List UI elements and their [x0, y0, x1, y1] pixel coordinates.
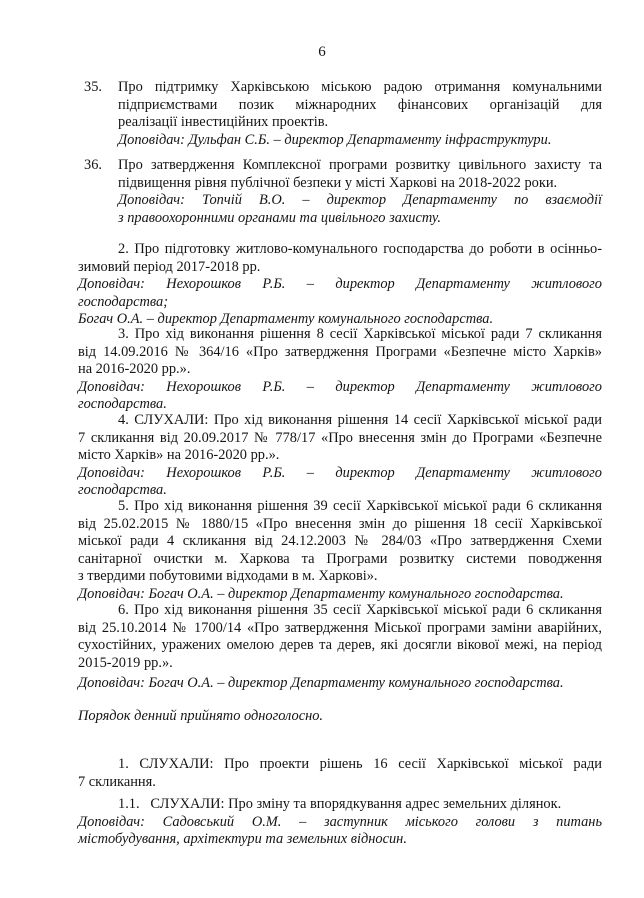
speaker-line: Богач О.А. – директор Департаменту комунального господарства. [78, 311, 494, 327]
speaker-line: господарства. [78, 396, 167, 412]
agenda-paragraph-5 [78, 498, 602, 603]
item-number: 35. [84, 79, 102, 95]
speaker-line: Доповідач: Садовський О.М. – заступник міського голови з питань [78, 813, 602, 830]
item-text-line: підприємствами позик міжнародних фінансових організацій для [118, 96, 602, 113]
item-text-line: підвищення рівня публічної безпеки у місті Харкові на 2018-2022 роки. [118, 174, 558, 191]
agenda-paragraph-3 [78, 326, 602, 414]
speaker-line: Доповідач: Нехорошков Р.Б. – директор Департаменту житлового [78, 276, 602, 292]
paragraph-line: зимовий період 2017-2018 рр. [78, 258, 261, 275]
paragraph-line: 3. Про хід виконання рішення 8 сесії Харківської міської ради 7 скликання [118, 326, 602, 342]
item-number: 36. [84, 157, 102, 173]
paragraph-line: 1. СЛУХАЛИ: Про проекти рішень 16 сесії Харківської міської ради [118, 756, 602, 772]
item-text-line: Про підтримку Харківською міською радою отримання комунальними [118, 79, 602, 95]
paragraph-line: 7 скликання. [78, 773, 156, 790]
agenda-item-35 [78, 79, 602, 149]
paragraph-line: 2015-2019 рр.». [78, 654, 173, 671]
speaker-line: господарства; [78, 293, 168, 310]
heard-item-1 [78, 756, 602, 791]
speaker-line: Доповідач: Богач О.А. – директор Департаменту комунального господарства. [78, 675, 564, 691]
agenda-paragraph-6 [78, 602, 602, 693]
paragraph-line: від 25.02.2015 № 1880/15 «Про внесення змін до рішення 18 сесії Харківської [78, 515, 602, 532]
paragraph-line: на 2016-2020 рр.». [78, 361, 191, 377]
speaker-line: Доповідач: Нехорошков Р.Б. – директор Департаменту житлового [78, 378, 602, 395]
speaker-line: Доповідач: Дульфан С.Б. – директор Департаменту інфраструктури. [118, 131, 552, 148]
paragraph-line: 1.1. СЛУХАЛИ: Про зміну та впорядкування адрес земельних ділянок. [118, 796, 562, 812]
speaker-line: Доповідач: Богач О.А. – директор Департаменту комунального господарства. [78, 585, 564, 602]
paragraph-line: санітарної очистки м. Харкова та Програми розвитку системи поводження [78, 550, 602, 567]
page-number: 6 [318, 44, 326, 60]
agenda-adopted-note: Порядок денний прийнято одноголосно. [78, 708, 324, 724]
speaker-line: Доповідач: Топчій В.О. – директор Департаменту по взаємодії [118, 192, 602, 208]
paragraph-line: з твердими побутовими відходами в м. Харкові». [78, 568, 378, 584]
agenda-paragraph-4 [78, 412, 602, 500]
paragraph-line: від 14.09.2016 № 364/16 «Про затвердження Програми «Безпечне місто Харків» [78, 343, 602, 360]
paragraph-line: 5. Про хід виконання рішення 39 сесії Харківської міської ради 6 скликання [118, 498, 602, 514]
agenda-item-36 [78, 157, 602, 227]
speaker-line: з правоохоронними органами та цивільного захисту. [118, 209, 441, 226]
item-text-line: реалізації інвестиційних проектів. [118, 114, 329, 130]
paragraph-line: 2. Про підготовку житлово-комунального господарства до роботи в осінньо- [118, 241, 602, 257]
heard-item-1-1 [78, 796, 602, 849]
paragraph-line: сухостійних, уражених омелою дерев та дерев, які досягли вікової межі, на період [78, 637, 602, 653]
paragraph-line: місто Харків» на 2016-2020 рр.». [78, 447, 280, 463]
speaker-line: господарства. [78, 482, 167, 498]
paragraph-line: 6. Про хід виконання рішення 35 сесії Харківської міської ради 6 скликання [118, 602, 602, 618]
speaker-line: містобудування, архітектури та земельних відносин. [78, 831, 407, 847]
paragraph-line: міської ради 4 скликання від 24.12.2003 № 284/03 «Про затвердження Схеми [78, 533, 602, 549]
paragraph-line: 7 скликання від 20.09.2017 № 778/17 «Про внесення змін до Програми «Безпечне [78, 429, 602, 446]
item-text-line: Про затвердження Комплексної програми розвитку цивільного захисту та [118, 157, 602, 173]
paragraph-line: 4. СЛУХАЛИ: Про хід виконання рішення 14 сесії Харківської міської ради [118, 412, 602, 428]
agenda-paragraph-2 [78, 241, 602, 329]
paragraph-line: від 25.10.2014 № 1700/14 «Про затвердження Міської програми заміни аварійних, [78, 619, 602, 636]
speaker-line: Доповідач: Нехорошков Р.Б. – директор Департаменту житлового [78, 464, 602, 481]
